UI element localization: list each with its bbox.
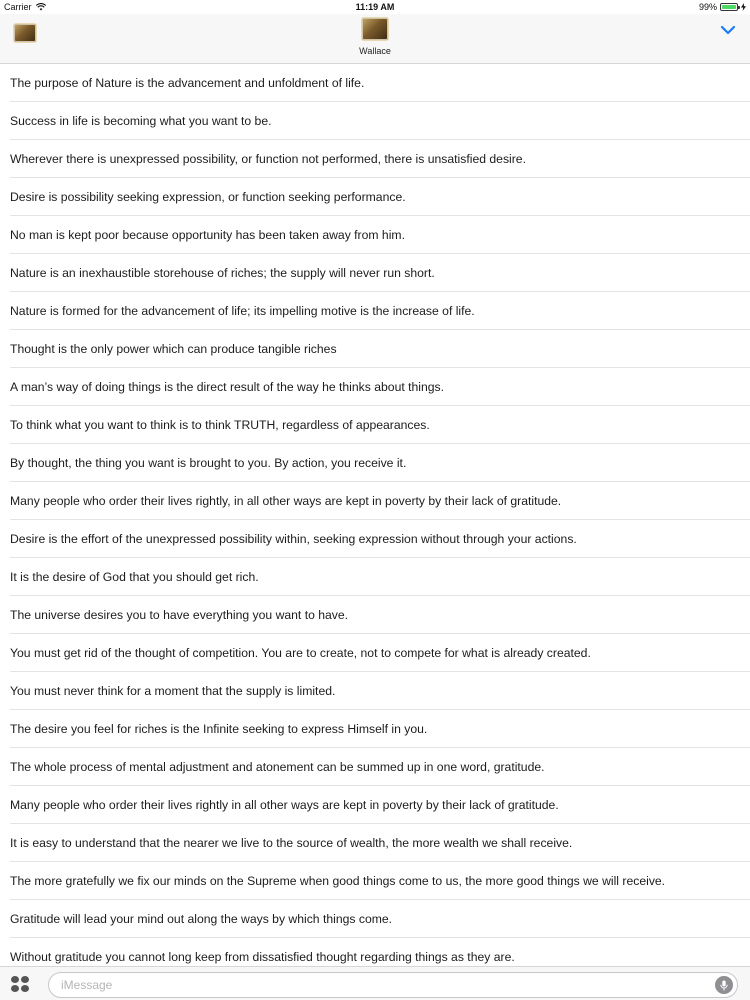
message-input-bar	[0, 966, 750, 1000]
quote-row[interactable]	[10, 596, 750, 634]
quote-row[interactable]	[10, 254, 750, 292]
quote-text: Desire is the effort of the unexpressed possibility within, seeking expression without through your actions.	[10, 531, 577, 546]
quote-row[interactable]	[10, 102, 750, 140]
quote-row[interactable]	[10, 482, 750, 520]
quote-text: By thought, the thing you want is brought to you. By action, you receive it.	[10, 455, 407, 470]
quote-text: No man is kept poor because opportunity has been taken away from him.	[10, 227, 405, 242]
quote-row[interactable]	[10, 64, 750, 102]
chevron-down-icon[interactable]	[720, 24, 736, 36]
microphone-icon	[720, 980, 728, 991]
quote-row[interactable]	[10, 330, 750, 368]
app-drawer-icon[interactable]	[11, 976, 29, 992]
quote-row[interactable]	[10, 710, 750, 748]
app-drawer-dot	[21, 985, 29, 992]
quote-row[interactable]	[10, 178, 750, 216]
clock-time: 11:19 AM	[355, 2, 395, 12]
quote-row[interactable]	[10, 748, 750, 786]
microphone-button[interactable]	[715, 976, 733, 994]
battery-percentage: 99%	[698, 2, 717, 12]
app-book-thumbnail-icon[interactable]	[13, 23, 37, 43]
quote-row[interactable]	[10, 140, 750, 178]
quote-text: Nature is an inexhaustible storehouse of riches; the supply will never run short.	[10, 265, 435, 280]
charging-icon	[741, 3, 746, 11]
quote-row[interactable]	[10, 216, 750, 254]
quote-text: You must get rid of the thought of competition. You are to create, not to compete for what is already created.	[10, 645, 591, 660]
app-drawer-dot	[11, 976, 19, 983]
quote-text: The more gratefully we fix our minds on the Supreme when good things come to us, the more good things we will receive.	[10, 873, 666, 888]
quote-text: Desire is possibility seeking expression, or function seeking performance.	[10, 189, 406, 204]
quote-list[interactable]	[0, 64, 750, 968]
quote-text: Gratitude will lead your mind out along the ways by which things come.	[10, 911, 393, 926]
quote-row[interactable]	[10, 862, 750, 900]
quote-text: Many people who order their lives rightly, in all other ways are kept in poverty by their lack of gratitude.	[10, 493, 562, 508]
quote-row[interactable]	[10, 634, 750, 672]
quote-text: Without gratitude you cannot long keep from dissatisfied thought regarding things as they are.	[10, 949, 515, 964]
quote-row[interactable]	[10, 444, 750, 482]
quote-text: The universe desires you to have everything you want to have.	[10, 607, 349, 622]
quote-text: To think what you want to think is to think TRUTH, regardless of appearances.	[10, 417, 430, 432]
quote-row[interactable]	[10, 520, 750, 558]
quote-row[interactable]	[10, 786, 750, 824]
quote-text: It is easy to understand that the nearer we live to the source of wealth, the more wealth we shall receive.	[10, 835, 573, 850]
quote-text: The whole process of mental adjustment and atonement can be summed up in one word, gratitude.	[10, 759, 545, 774]
app-drawer-dot	[21, 976, 29, 983]
quote-text: You must never think for a moment that the supply is limited.	[10, 683, 336, 698]
imessage-input[interactable]	[48, 972, 738, 998]
contact-avatar[interactable]	[361, 17, 389, 41]
status-bar	[0, 0, 750, 14]
conversation-header	[0, 14, 750, 64]
contact-name[interactable]: Wallace	[359, 46, 391, 56]
battery-group	[699, 2, 746, 12]
quote-row[interactable]	[10, 368, 750, 406]
quote-text: Nature is formed for the advancement of life; its impelling motive is the increase of life.	[10, 303, 475, 318]
quote-text: The purpose of Nature is the advancement and unfoldment of life.	[10, 75, 365, 90]
quote-text: Many people who order their lives rightly in all other ways are kept in poverty by their lack of gratitude.	[10, 797, 559, 812]
quote-text: Thought is the only power which can produce tangible riches	[10, 341, 337, 356]
app-drawer-dot	[11, 985, 19, 992]
quote-text: It is the desire of God that you should get rich.	[10, 569, 259, 584]
quote-row[interactable]	[10, 292, 750, 330]
quote-row[interactable]	[10, 406, 750, 444]
quote-row[interactable]	[10, 900, 750, 938]
quote-text: A man’s way of doing things is the direct result of the way he thinks about things.	[10, 379, 445, 394]
battery-level-fill	[722, 5, 736, 9]
quote-row[interactable]	[10, 558, 750, 596]
quote-text: Wherever there is unexpressed possibility, or function not performed, there is unsatisfied desire.	[10, 151, 526, 166]
quote-row[interactable]	[10, 672, 750, 710]
carrier-label: Carrier	[4, 2, 32, 12]
quote-text: The desire you feel for riches is the Infinite seeking to express Himself in you.	[10, 721, 428, 736]
battery-icon	[720, 3, 738, 11]
quote-text: Success in life is becoming what you want to be.	[10, 113, 272, 128]
quote-row[interactable]	[10, 938, 750, 968]
quote-row[interactable]	[10, 824, 750, 862]
